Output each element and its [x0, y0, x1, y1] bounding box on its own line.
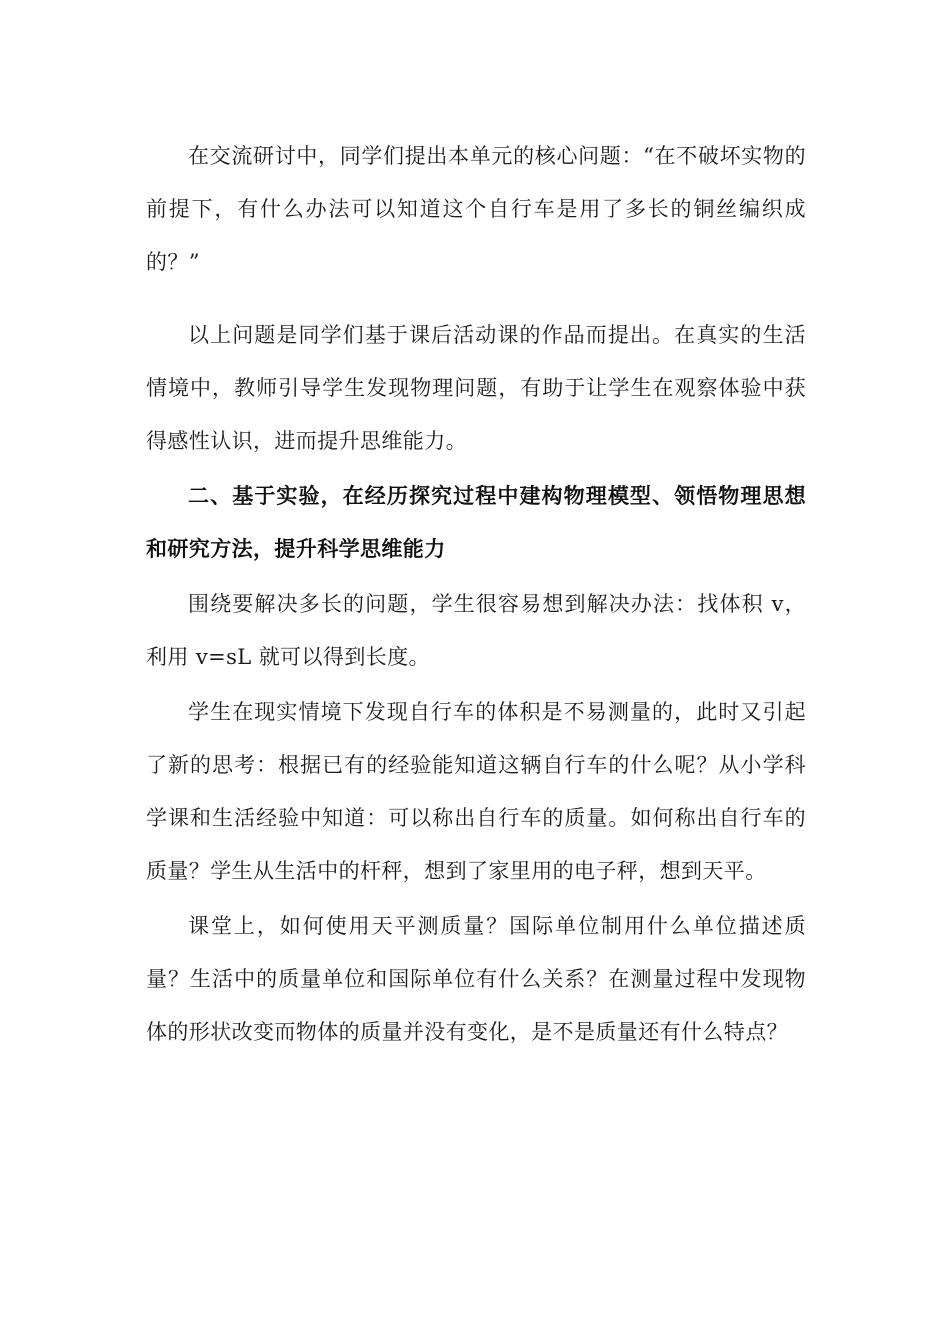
document-body [146, 130, 806, 1061]
paragraph-mass: 学生在现实情境下发现自行车的体积是不易测量的，此时又引起了新的思考：根据已有的经验能知道这辆自行车的什么呢？从小学科学课和生活经验中知道：可以称出自行车的质量。如何称出自行车的质量？学生从生活中的杆秤，想到了家里用的电子秤，想到天平。 [146, 700, 806, 883]
paragraph-context: 以上问题是同学们基于课后活动课的作品而提出。在真实的生活情境中，教师引导学生发现物理问题，有助于让学生在观察体验中获得感性认识，进而提升思维能力。 [146, 323, 806, 453]
paragraph-balance: 课堂上，如何使用天平测质量？国际单位制用什么单位描述质量？生活中的质量单位和国际单位有什么关系？在测量过程中发现物体的形状改变而物体的质量并没有变化，是不是质量还有什么特点？ [146, 914, 806, 1044]
paragraph-core-question: 在交流研讨中，同学们提出本单元的核心问题：“在不破坏实物的前提下，有什么办法可以知道这个自行车是用了多长的铜丝编织成的？” [146, 144, 806, 274]
paragraph-volume: 围绕要解决多长的问题，学生很容易想到解决办法：找体积 v，利用 v=sL 就可以得到长度。 [146, 592, 806, 669]
section-heading: 二、基于实验，在经历探究过程中建构物理模型、领悟物理思想和研究方法，提升科学思维能力 [146, 484, 806, 561]
